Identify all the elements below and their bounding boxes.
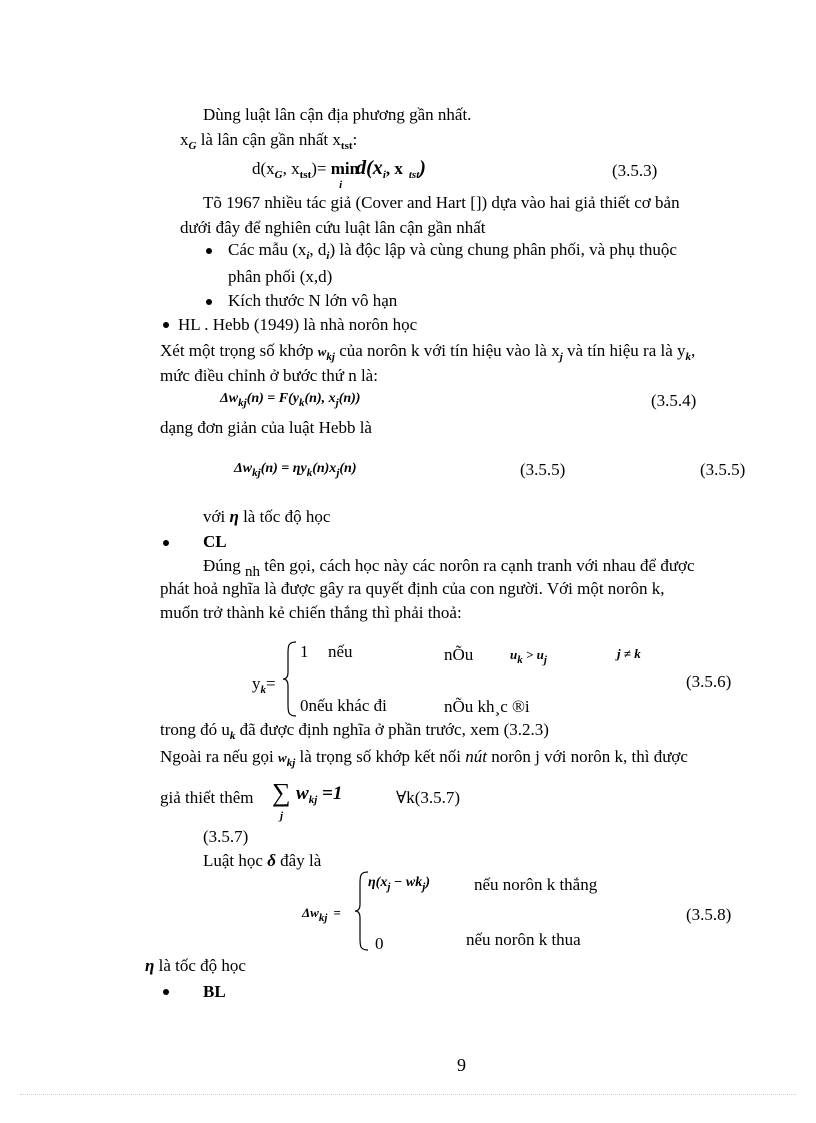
equation-number: (3.5.3) (612, 161, 658, 180)
paragraph-line: Đúng nh tên gọi, cách học này các norôn ra cạnh tranh với nhau để được (203, 556, 695, 580)
list-item-continuation: phân phối (x,d) (228, 267, 333, 286)
paragraph-line: với η là tốc độ học (203, 507, 331, 526)
bullet-icon (163, 989, 169, 995)
paragraph-line: Xét một trọng số khớp $w_{kj}$ của norôn k với tín hiệu vào là $x_j$ và tín hiệu ra là $y_k$, (160, 341, 696, 363)
paragraph-line: η là tốc độ học (145, 956, 246, 975)
case-condition-text: nÕu (444, 645, 474, 664)
line-nearest-rule: Dùng luật lân cận địa phương gần nhất. (203, 105, 472, 124)
paragraph-line: Tõ 1967 nhiều tác giả (Cover and Hart []) dựa vào hai giả thiết cơ bản (203, 193, 680, 212)
bullet-icon (206, 248, 212, 254)
case-value: 1 (300, 642, 309, 661)
equation-lhs: $\Delta w_{kj}$ = (302, 905, 341, 924)
paragraph-line: Luật học δ đây là (203, 851, 322, 870)
section-heading-hl: HL . Hebb (1949) là nhà norôn học (178, 315, 418, 334)
paragraph-line: giả thiết thêm (160, 788, 254, 807)
case-value: 0nếu khác đi (300, 696, 387, 715)
equation-number: (3.5.8) (686, 905, 732, 924)
bullet-icon (163, 540, 169, 546)
sum-symbol-icon: ∑ (272, 778, 291, 807)
paragraph-line: trong đó $u_k$ đã được định nghĩa ở phần trước, xem (3.2.3) (160, 720, 549, 742)
left-brace-icon (354, 870, 370, 952)
case-condition-math: $u_k > u_j$ (510, 647, 547, 666)
equation-number: (3.5.4) (651, 391, 697, 410)
paragraph-line: phát hoả nghĩa là được gây ra quyết định của con người. Với một norôn k, (160, 579, 665, 598)
left-brace-icon (282, 640, 298, 718)
list-item: Các mẫu ($x_i$, $d_i$) là độc lập và cùng chung phân phối, và phụ thuộc (228, 240, 677, 262)
page-number: 9 (457, 1055, 466, 1075)
paragraph-line: muốn trở thành kẻ chiến thắng thì phải thoả: (160, 603, 462, 622)
bullet-icon (163, 322, 169, 328)
sum-term: $w_{kj} =1$ (296, 783, 343, 806)
section-heading-cl: CL (203, 532, 227, 551)
case-condition-math: j ≠ k (617, 646, 641, 661)
equation-lhs: $y_k=$ (252, 674, 276, 696)
equation-number: (3.5.5) (700, 460, 746, 479)
equation-3-5-3: $d(x_G$, $x_{tst})= \min_id(x_i$, x $_{tst}$) (252, 157, 426, 191)
case-condition-text: nếu norôn k thua (466, 930, 581, 949)
case-condition-text: nếu norôn k thắng (474, 875, 598, 894)
page-separator (20, 1094, 796, 1095)
case-condition-label: nếu (328, 642, 353, 661)
case-value: $\eta(x_j - wk_j)$ (368, 875, 430, 893)
equation-number: (3.5.7) (203, 827, 249, 846)
section-heading-bl: BL (203, 982, 226, 1001)
bullet-icon (206, 299, 212, 305)
equation-number: ∀k(3.5.7) (396, 788, 461, 807)
paragraph-line: mức điều chỉnh ở bước thứ n là: (160, 366, 378, 385)
line-xg-definition: $x_G$ là lân cận gần nhất $x_{tst}$: (180, 130, 358, 152)
case-value: 0 (375, 934, 384, 953)
paragraph-line: dưới đây để nghiên cứu luật lân cận gần nhất (180, 218, 486, 237)
sum-index: j (280, 810, 284, 822)
equation-number: (3.5.6) (686, 672, 732, 691)
paragraph-line: dạng đơn giản của luật Hebb là (160, 418, 372, 437)
list-item: Kích thước N lớn vô hạn (228, 291, 398, 310)
equation-3-5-4: $\Delta w_{kj}(n) = F(y_k(n)$, $x_j(n)$) (220, 391, 361, 409)
equation-number: (3.5.5) (520, 460, 566, 479)
paragraph-line: Ngoài ra nếu gọi $w_{kj}$ là trọng số khớp kết nối nút norôn j với norôn k, thì được (160, 747, 688, 769)
case-condition-text: nÕu kh¸c ®i (444, 697, 530, 716)
equation-3-5-5: $\Delta w_{kj}(n) = \eta y_k(n)x_j(n)$ (234, 461, 357, 479)
